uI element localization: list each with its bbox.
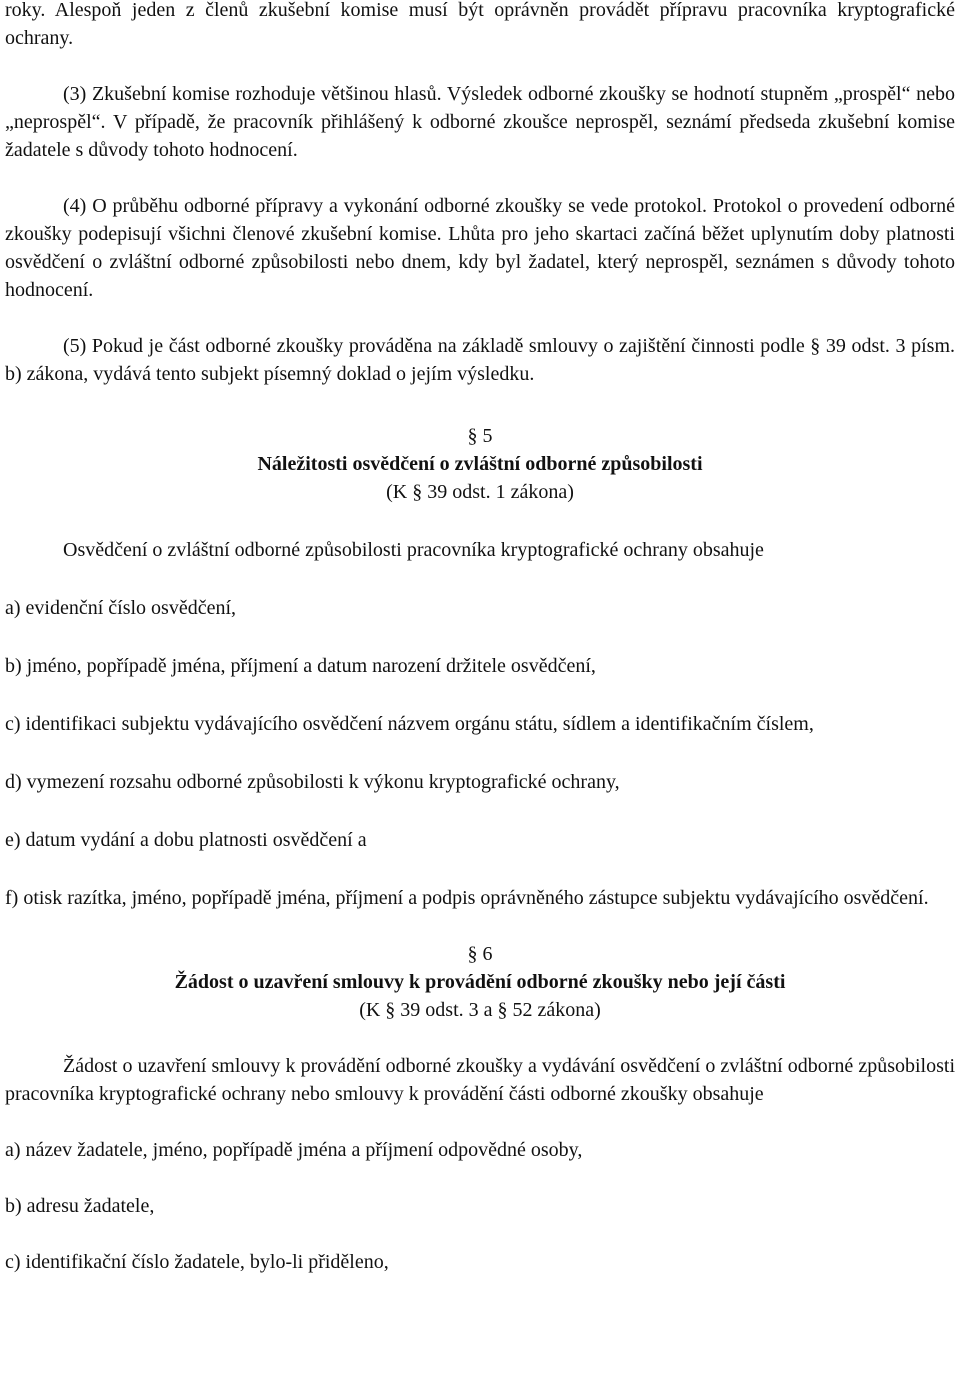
section-6-number: § 6 [467, 943, 493, 965]
section-5-number: § 5 [467, 425, 493, 447]
section-6-item-a: a) název žadatele, jméno, popřípadě jména a příjmení odpovědné osoby, [5, 1139, 583, 1161]
section-5-intro: Osvědčení o zvláštní odborné způsobilosti pracovníka kryptografické ochrany obsahuje [63, 539, 764, 561]
section-5-item-b: b) jméno, popřípadě jména, příjmení a datum narození držitele osvědčení, [5, 655, 596, 677]
section-6-item-c: c) identifikační číslo žadatele, bylo-li přiděleno, [5, 1251, 389, 1273]
section-6-intro: Žádost o uzavření smlouvy k provádění odborné zkoušky a vydávání osvědčení o zvláštní odborné způsobilosti pracovníka kryptografické ochrany nebo smlouvy k provádění části odborné zkoušky obsahuje [5, 1055, 955, 1105]
section-5-item-c: c) identifikaci subjektu vydávajícího osvědčení názvem orgánu státu, sídlem a identifikačním číslem, [5, 713, 814, 735]
section-5-item-a: a) evidenční číslo osvědčení, [5, 597, 237, 619]
section-5-item-d: d) vymezení rozsahu odborné způsobilosti k výkonu kryptografické ochrany, [5, 771, 620, 793]
document-page [5, 0, 955, 1276]
paragraph-5: (5) Pokud je část odborné zkoušky prováděna na základě smlouvy o zajištění činnosti podle § 39 odst. 3 písm. b) zákona, vydává tento subjekt písemný doklad o jejím výsledku. [5, 335, 955, 385]
section-6-reference: (K § 39 odst. 3 a § 52 zákona) [359, 999, 601, 1021]
section-5-reference: (K § 39 odst. 1 zákona) [386, 481, 574, 503]
section-5-item-e: e) datum vydání a dobu platnosti osvědčení a [5, 829, 367, 851]
paragraph-3: (3) Zkušební komise rozhoduje většinou hlasů. Výsledek odborné zkoušky se hodnotí stupněm „prospěl“ nebo „neprospěl“. V případě, že pracovník přihlášený k odborné zkoušce neprospěl, seznámí předseda zkušební komise žadatele s důvody tohoto hodnocení. [5, 83, 955, 161]
section-5-item-f: f) otisk razítka, jméno, popřípadě jména, příjmení a podpis oprávněného zástupce subjektu vydávajícího osvědčení. [5, 887, 929, 909]
paragraph-4: (4) O průběhu odborné přípravy a vykonání odborné zkoušky se vede protokol. Protokol o provedení odborné zkoušky podepisují všichni členové zkušební komise. Lhůta pro jeho skartaci začíná běžet uplynutím doby platnosti osvědčení o zvláštní odborné způsobilosti nebo dnem, kdy byl žadatel, který neprospěl, seznámen s důvody tohoto hodnocení. [5, 195, 955, 301]
section-6-item-b: b) adresu žadatele, [5, 1195, 155, 1217]
section-5-title: Náležitosti osvědčení o zvláštní odborné způsobilosti [257, 453, 703, 475]
section-6-title: Žádost o uzavření smlouvy k provádění odborné zkoušky nebo její části [174, 971, 786, 993]
continuation-paragraph: roky. Alespoň jeden z členů zkušební komise musí být oprávněn provádět přípravu pracovníka kryptografické ochrany. [5, 0, 955, 49]
